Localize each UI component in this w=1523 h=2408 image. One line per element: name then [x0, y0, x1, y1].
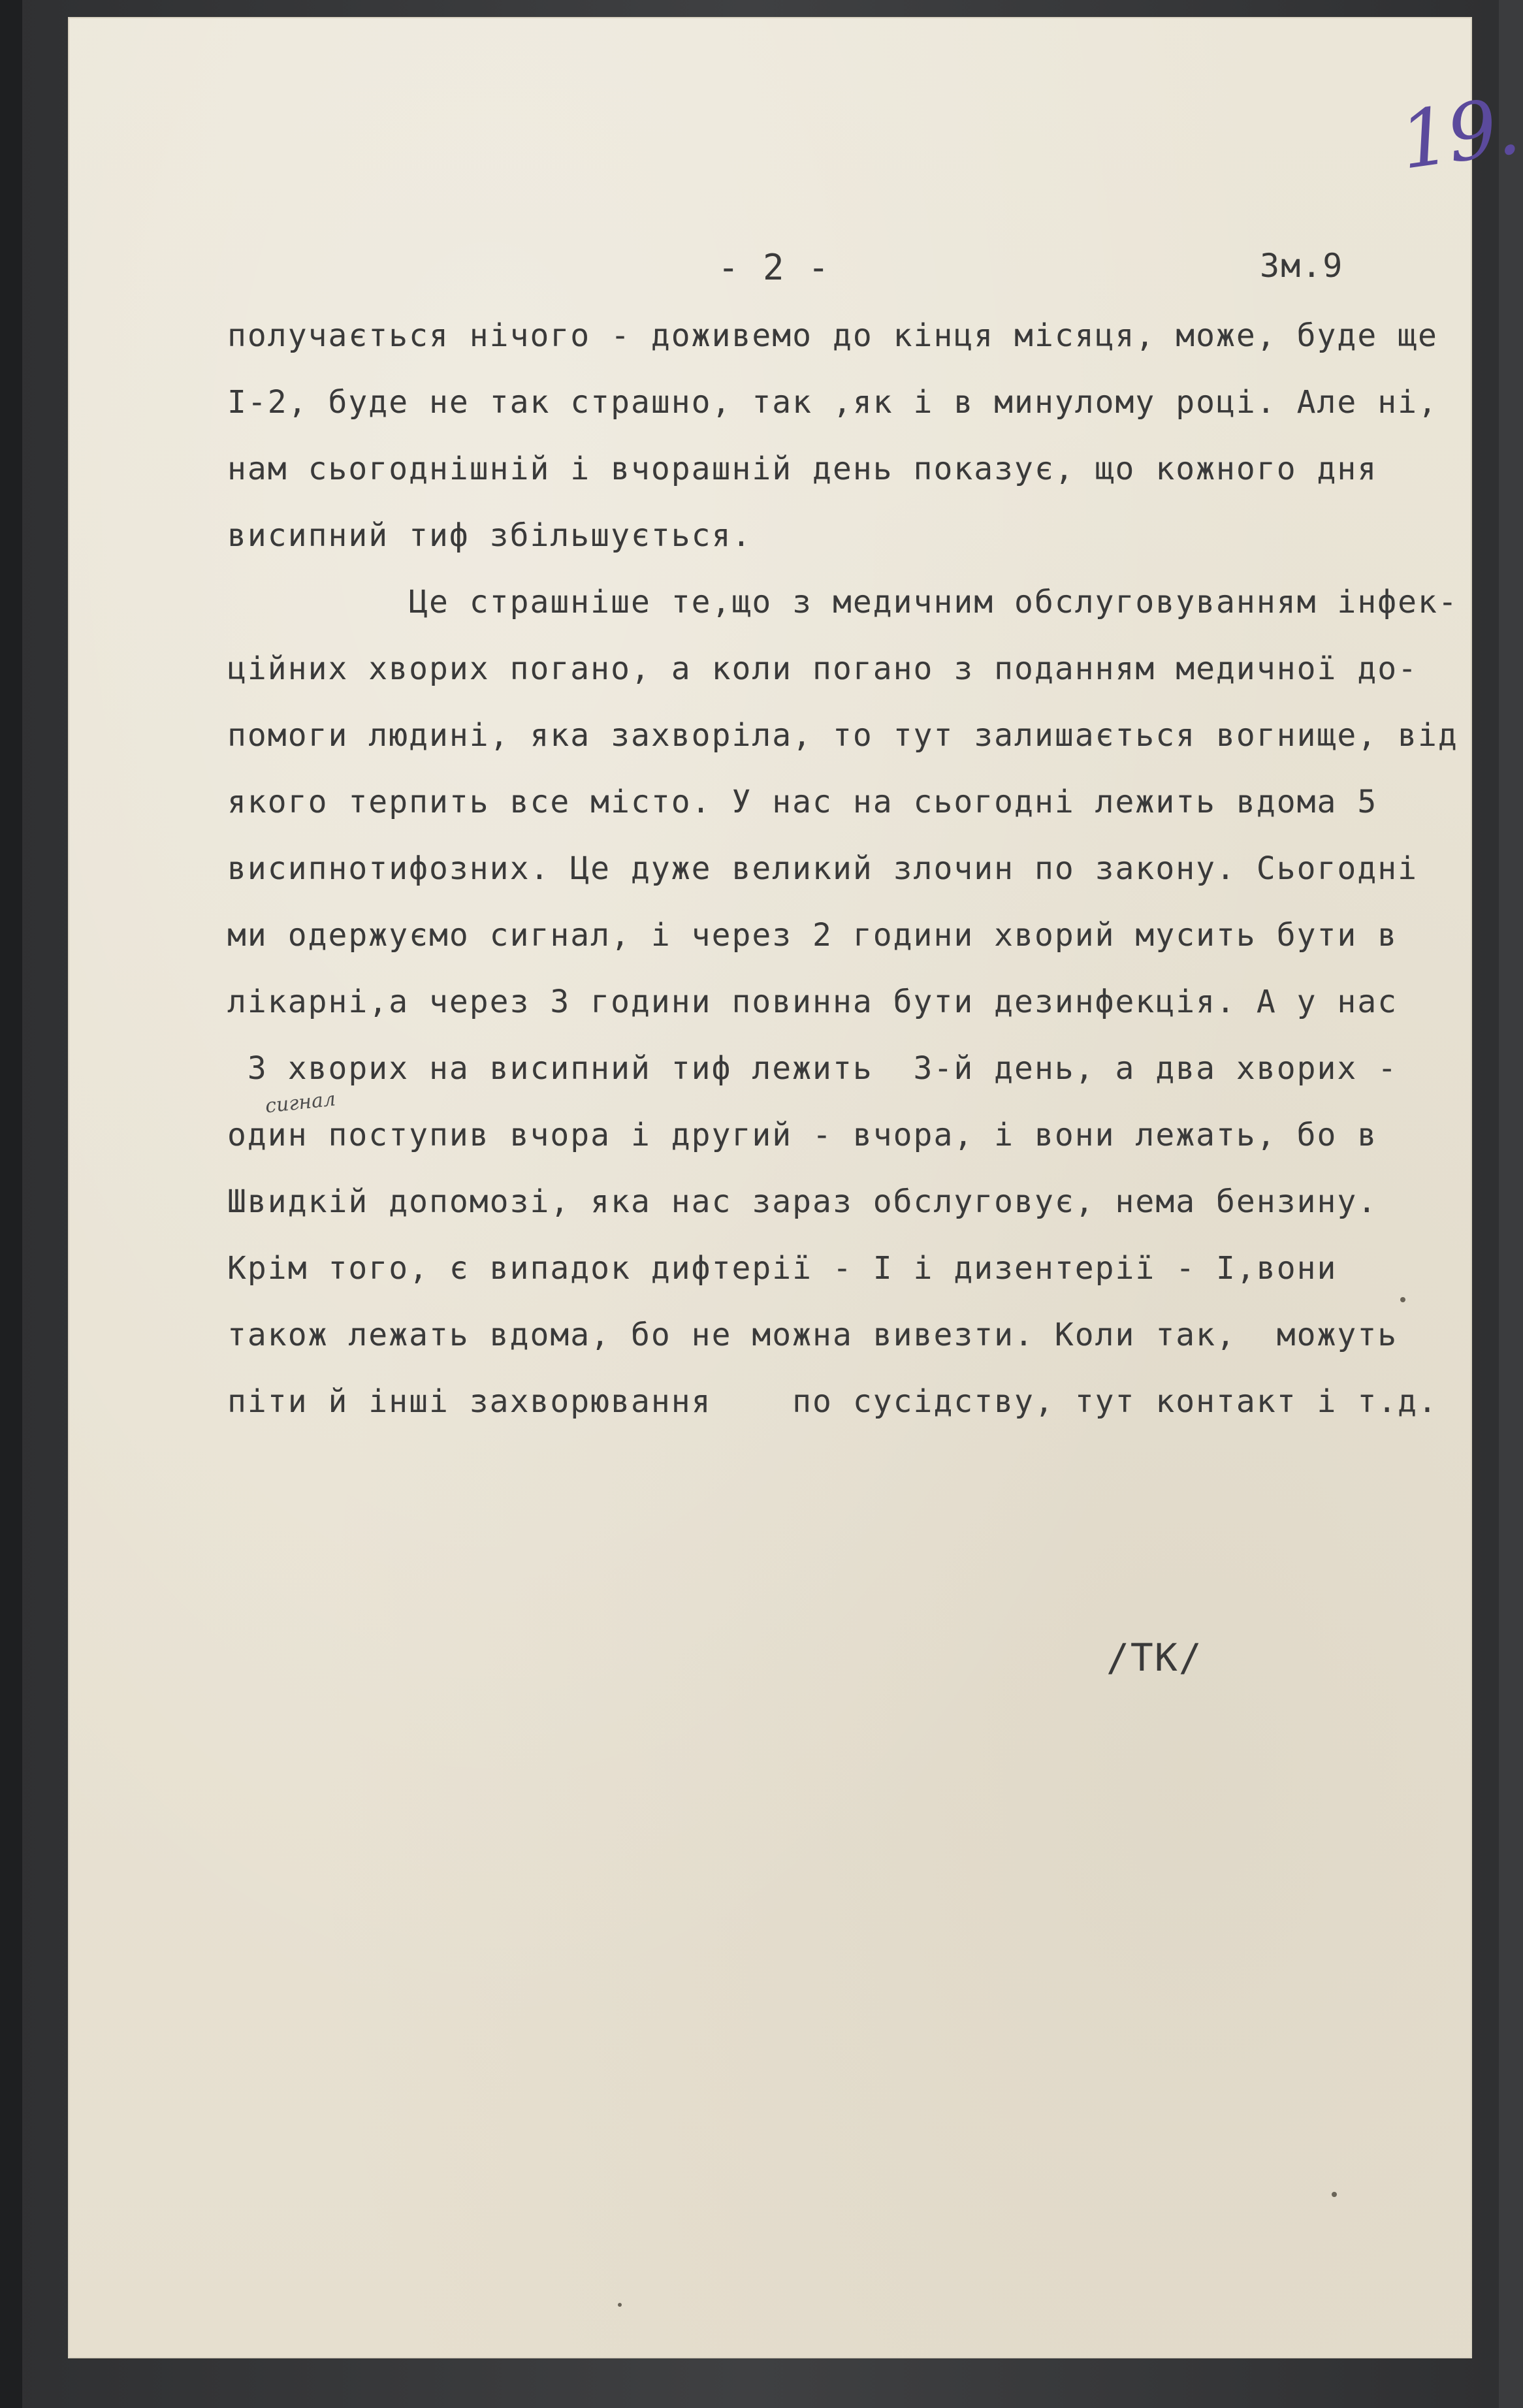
- document-reference: Зм.9: [1260, 247, 1344, 285]
- text-line: висипнотифозних. Це дуже великий злочин по закону. Сьогодні: [227, 850, 1419, 887]
- handwritten-annotation: сигнал: [264, 1087, 337, 1118]
- signature-initials: /ТК/: [1106, 1635, 1203, 1680]
- text-line: піти й інші захворювання по сусідству, тут контакт і т.д.: [227, 1383, 1438, 1420]
- text-line: помоги людині, яка захворіла, то тут залишається вогнище, від: [227, 717, 1458, 754]
- text-line: також лежать вдома, бо не можна вивезти. Коли так, можуть: [227, 1317, 1398, 1353]
- text-line: ційних хворих погано, а коли погано з поданням медичної до-: [227, 650, 1419, 687]
- text-line: лікарні,а через 3 години повинна бути дезинфекція. А у нас: [227, 984, 1398, 1020]
- text-line: 3 хворих на висипний тиф лежить 3-й день, а два хворих -: [227, 1050, 1398, 1087]
- document-page: [68, 17, 1523, 2358]
- text-line: висипний тиф збільшується.: [227, 517, 752, 554]
- text-line: Швидкій допомозі, яка нас зараз обслуговує, нема бензину.: [227, 1183, 1378, 1220]
- text-line: Це страшніше те,що з медичним обслуговуванням інфек-: [227, 584, 1458, 620]
- scan-edge: [0, 0, 22, 2408]
- text-line: I-2, буде не так страшно, так ,як і в минулому році. Але ні,: [227, 384, 1438, 421]
- text-line: получається нічого - доживемо до кінця місяця, може, буде ще: [227, 317, 1438, 354]
- text-line: Крім того, є випадок дифтерії - I і дизентерії - I,вони: [227, 1250, 1338, 1287]
- text-line: нам сьогоднішній і вчорашній день показує, що кожного дня: [227, 451, 1378, 487]
- page-number: - 2 -: [718, 247, 831, 288]
- archive-folio-number: 19.: [1394, 81, 1523, 187]
- paper-speck: [618, 2303, 622, 2307]
- text-line: ми одержуємо сигнал, і через 2 години хворий мусить бути в: [227, 917, 1398, 954]
- text-line: один поступив вчора і другий - вчора, і вони лежать, бо в: [227, 1117, 1378, 1153]
- paper-speck: [1400, 1297, 1405, 1302]
- text-line: якого терпить все місто. У нас на сьогодні лежить вдома 5: [227, 784, 1378, 820]
- document-body: [227, 316, 1458, 1449]
- paper-speck: [1332, 2192, 1337, 2197]
